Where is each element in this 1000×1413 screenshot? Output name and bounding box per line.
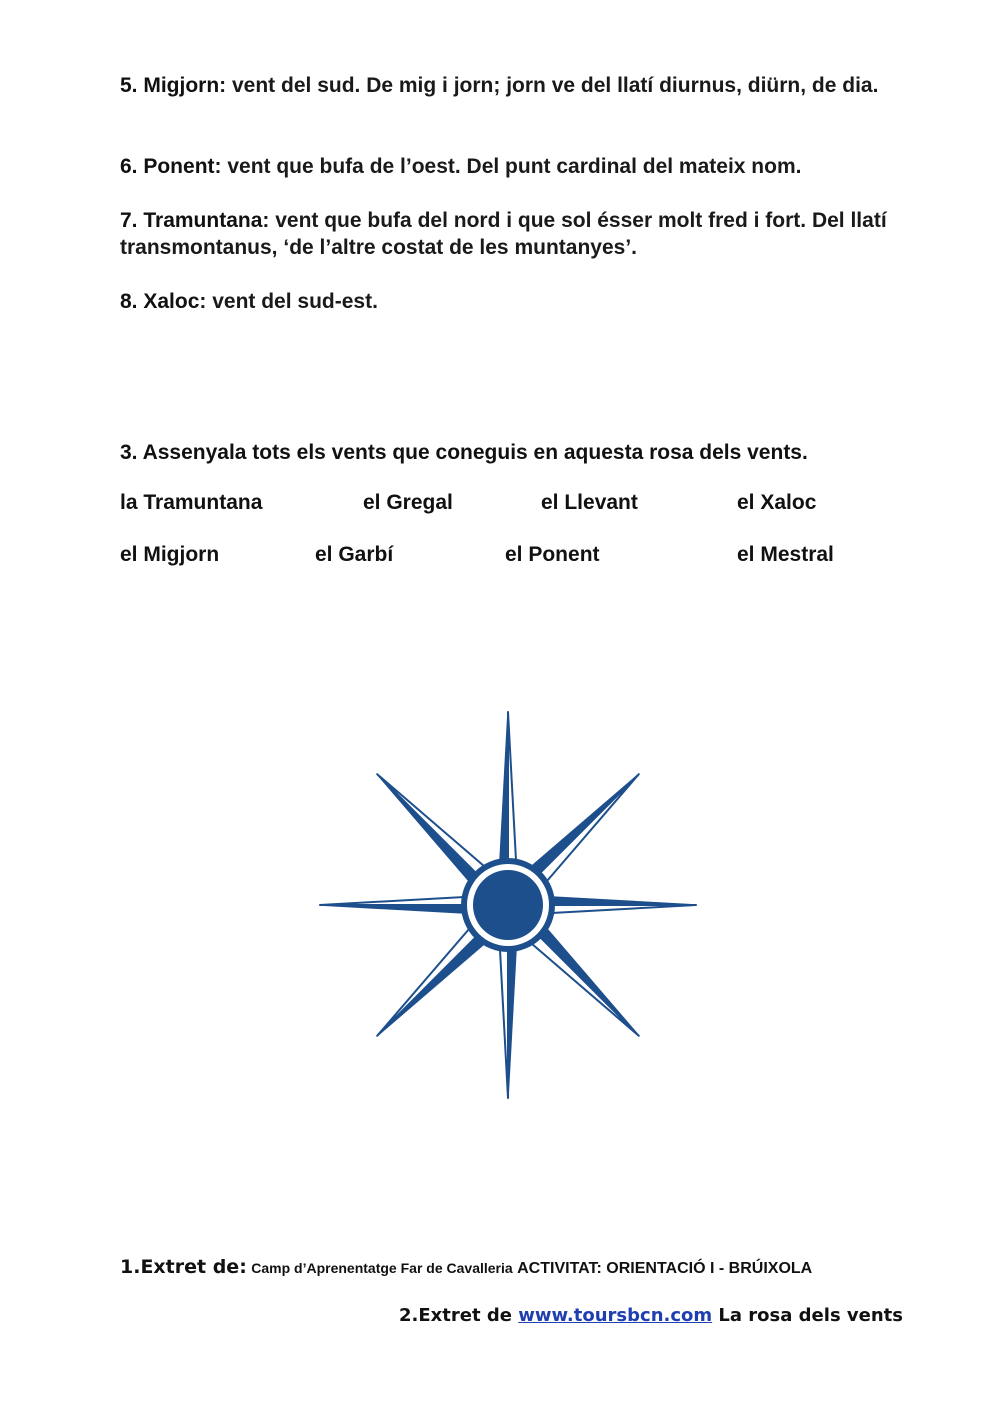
footnote-2-lead: 2.Extret de xyxy=(398,1305,512,1326)
wind-label-gregal[interactable]: el Gregal xyxy=(363,491,453,514)
definition-text: : vent que bufa de l’oest. Del punt cardinal del mateix nom. xyxy=(214,155,802,178)
wind-label-xaloc[interactable]: el Xaloc xyxy=(737,491,817,514)
definition-text: : vent del sud. De mig i jorn; jorn ve del llatí diurnus, diürn, de dia. xyxy=(219,74,879,97)
wind-label-migjorn[interactable]: el Migjorn xyxy=(120,543,220,566)
wind-label-ponent[interactable]: el Ponent xyxy=(505,543,600,566)
definition-term: 6. Ponent xyxy=(120,155,215,178)
definition-text: : vent del sud-est. xyxy=(199,290,378,313)
footnote-1-lead: 1.Extret de: xyxy=(120,1256,247,1278)
wind-label-llevant[interactable]: el Llevant xyxy=(541,491,638,514)
compass-rose-icon xyxy=(310,700,710,1110)
footnote-1-activity: ACTIVITAT: ORIENTACIÓ I - BRÚIXOLA xyxy=(517,1260,813,1277)
definition-migjorn xyxy=(120,72,920,99)
definition-xaloc xyxy=(120,288,920,315)
definition-term: 5. Migjorn xyxy=(120,74,220,97)
exercise-title: 3. Assenyala tots els vents que coneguis en aquesta rosa dels vents. xyxy=(120,441,808,464)
definition-tramuntana xyxy=(120,207,920,261)
wind-label-garbi[interactable]: el Garbí xyxy=(315,543,394,566)
footnote-2-link[interactable]: www.toursbcn.com xyxy=(518,1305,713,1326)
footnote-1-source: Camp d’Aprenentatge Far de Cavalleria xyxy=(251,1260,513,1276)
footnote-2-tail: La rosa dels vents xyxy=(718,1305,903,1326)
definition-term: 7. Tramuntana xyxy=(120,209,263,232)
definition-ponent xyxy=(120,153,920,180)
footnote-2 xyxy=(399,1305,903,1326)
definition-text: : vent que bufa del nord i que sol ésser molt fred i fort. Del llatí transmontanus, ‘de l’altre costat de les muntanyes’. xyxy=(120,209,887,259)
wind-label-tramuntana[interactable]: la Tramuntana xyxy=(120,491,263,514)
footnote-1 xyxy=(120,1256,812,1278)
definition-term: 8. Xaloc xyxy=(120,290,200,313)
wind-label-mestral[interactable]: el Mestral xyxy=(737,543,834,566)
compass-center xyxy=(473,870,543,940)
